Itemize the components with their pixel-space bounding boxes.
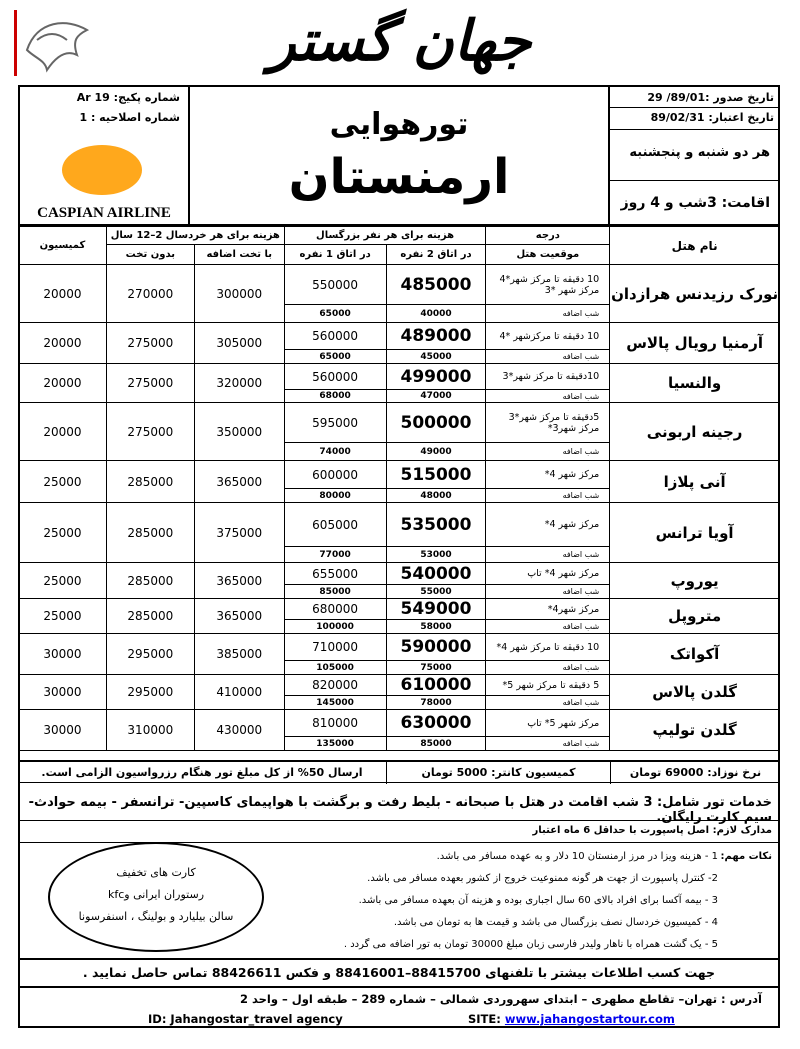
package-panel — [18, 85, 190, 226]
extra-single-cell: 77000 — [284, 547, 386, 563]
location-cell: مرکز شهر 4* — [486, 461, 610, 489]
double-cell: 610000 — [386, 675, 486, 696]
double-cell: 590000 — [386, 634, 486, 661]
extra-label: شب اضافه — [486, 661, 610, 675]
departure-days: هر دو شنبه و پنجشنبه — [629, 145, 770, 160]
stay-duration: اقامت: 3شب و 4 روز — [620, 195, 770, 211]
with-bed-cell: 305000 — [194, 323, 284, 364]
table-row — [19, 634, 780, 661]
no-bed-cell: 285000 — [106, 563, 194, 599]
contact-text: جهت کسب اطلاعات بیشتر با تلفنهای 88415700–88416001 و فکس 88426611 تماس حاصل نمایید . — [82, 965, 716, 980]
no-bed-cell: 295000 — [106, 675, 194, 710]
single-cell: 680000 — [284, 599, 386, 620]
hotel-name: گلدن پالاس — [610, 675, 780, 710]
price-table — [18, 226, 780, 751]
no-bed-cell: 310000 — [106, 710, 194, 751]
lion-logo — [14, 10, 92, 76]
no-bed-cell: 285000 — [106, 461, 194, 503]
with-bed-cell: 320000 — [194, 364, 284, 403]
site-link[interactable]: www.jahangostartour.com — [504, 1012, 675, 1026]
infant-rate: نرخ نوزاد: 69000 تومان — [610, 762, 780, 784]
note-4: 4 - کمیسیون خردسال نصف بزرگسال می باشد و قیمت ها به تومان می باشد. — [393, 917, 718, 928]
no-bed-cell: 295000 — [106, 634, 194, 675]
extra-single-cell: 74000 — [284, 443, 386, 461]
location-cell: 10دقیقه تا مرکز شهر*3 — [486, 364, 610, 390]
table-row — [19, 323, 780, 350]
header-grade: درجه — [486, 227, 610, 245]
header-adult: هزینه برای هر نفر بزرگسال — [284, 227, 486, 245]
location-cell: مرکز شهر 4* — [486, 503, 610, 547]
location-cell: مرکز شهر 5* تاپ — [486, 710, 610, 737]
header-hotel: نام هتل — [610, 227, 780, 265]
table-row — [19, 563, 780, 585]
header-single: در اتاق 1 نفره — [284, 245, 386, 265]
caspian-logo-icon — [62, 145, 142, 195]
note-3: 3 - بیمه آکسا برای افراد بالای 60 سال اجباری بوده و هزینه آن بعهده مسافر می باشد. — [358, 895, 718, 906]
table-row — [19, 503, 780, 547]
header-double: در اتاق 2 نفره — [386, 245, 486, 265]
extra-double-cell: 47000 — [386, 390, 486, 403]
extra-label: شب اضافه — [486, 547, 610, 563]
extra-double-cell: 58000 — [386, 620, 486, 634]
with-bed-cell: 365000 — [194, 599, 284, 634]
extra-label: شب اضافه — [486, 305, 610, 323]
table-row — [19, 675, 780, 696]
extra-label: شب اضافه — [486, 620, 610, 634]
extra-single-cell: 145000 — [284, 696, 386, 710]
commission-cell: 30000 — [19, 634, 107, 675]
double-cell: 535000 — [386, 503, 486, 547]
double-cell: 489000 — [386, 323, 486, 350]
header-no-bed: بدون تخت — [106, 245, 194, 265]
double-cell: 549000 — [386, 599, 486, 620]
double-cell: 500000 — [386, 403, 486, 443]
valid-date: تاریخ اعتبار: 89/02/31 — [650, 111, 774, 124]
double-cell: 499000 — [386, 364, 486, 390]
double-cell: 485000 — [386, 265, 486, 305]
date-panel — [608, 85, 780, 226]
with-bed-cell: 375000 — [194, 503, 284, 563]
commission-cell: 20000 — [19, 265, 107, 323]
location-cell: 5دقیقه تا مرکز شهر*3 مرکز شهر3* — [486, 403, 610, 443]
commission-cell: 20000 — [19, 364, 107, 403]
extra-double-cell: 75000 — [386, 661, 486, 675]
extra-double-cell: 85000 — [386, 737, 486, 751]
note-1: 1 - هزینه ویزا در مرز ارمنستان 10 دلار و به عهده مسافر می باشد. — [436, 851, 718, 862]
airline-name: CASPIAN AIRLINE — [37, 205, 171, 221]
location-cell: 10 دقیقه تا مرکزشهر *4 — [486, 323, 610, 350]
discount-cards — [48, 842, 264, 952]
double-cell: 630000 — [386, 710, 486, 737]
with-bed-cell: 300000 — [194, 265, 284, 323]
header-commission: کمیسیون — [19, 227, 107, 265]
commission-cell: 30000 — [19, 710, 107, 751]
tour-type: تورهوایی — [329, 107, 469, 142]
table-row — [19, 461, 780, 489]
extra-label: شب اضافه — [486, 737, 610, 751]
contact-row — [18, 958, 780, 986]
extra-label: شب اضافه — [486, 696, 610, 710]
hotel-name: آنی پلازا — [610, 461, 780, 503]
with-bed-cell: 410000 — [194, 675, 284, 710]
header-location: موقعیت هتل — [486, 245, 610, 265]
no-bed-cell: 275000 — [106, 323, 194, 364]
extra-single-cell: 68000 — [284, 390, 386, 403]
extra-label: شب اضافه — [486, 585, 610, 599]
extra-label: شب اضافه — [486, 443, 610, 461]
commission-cell: 25000 — [19, 563, 107, 599]
table-row — [19, 265, 780, 305]
services-row — [18, 782, 780, 825]
extra-label: شب اضافه — [486, 390, 610, 403]
extra-single-cell: 80000 — [284, 489, 386, 503]
single-cell: 560000 — [284, 323, 386, 350]
single-cell: 560000 — [284, 364, 386, 390]
double-cell: 515000 — [386, 461, 486, 489]
hotel-name: والنسیا — [610, 364, 780, 403]
notes-title: نکات مهم: — [720, 851, 772, 862]
location-cell: مرکز شهر4* — [486, 599, 610, 620]
single-cell: 810000 — [284, 710, 386, 737]
extra-double-cell: 78000 — [386, 696, 486, 710]
with-bed-cell: 385000 — [194, 634, 284, 675]
extra-label: شب اضافه — [486, 350, 610, 364]
no-bed-cell: 285000 — [106, 599, 194, 634]
no-bed-cell: 275000 — [106, 364, 194, 403]
commission-cell: 30000 — [19, 675, 107, 710]
discount-item: رستوران ایرانی وkfc — [107, 888, 205, 901]
with-bed-cell: 350000 — [194, 403, 284, 461]
hotel-name: یوروپ — [610, 563, 780, 599]
deposit-note: ارسال 50% از کل مبلغ تور هنگام رزرواسیون الزامی است. — [41, 766, 363, 779]
single-cell: 710000 — [284, 634, 386, 661]
table-row — [19, 599, 780, 620]
commission-cell: 25000 — [19, 599, 107, 634]
header-child: هزینه برای هر خردسال 2–12 سال — [106, 227, 284, 245]
address-row — [18, 986, 780, 1028]
commission-cell: 25000 — [19, 461, 107, 503]
with-bed-cell: 430000 — [194, 710, 284, 751]
table-row — [19, 710, 780, 737]
table-row — [19, 403, 780, 443]
no-bed-cell: 270000 — [106, 265, 194, 323]
discount-title: کارت های تخفیف — [116, 866, 196, 879]
services-text: خدمات تور شامل: 3 شب اقامت در هتل با صبحانه - بلیط رفت و برگشت با هواپیمای کاسپین- ترانسفر - بیمه حوادث- سیم کارت رایگان. — [28, 795, 772, 825]
package-number: شماره پکیج: Ar 19 — [76, 91, 180, 104]
note-2: 2- کنترل پاسپورت از جهت هر گونه ممنوعیت خروج از کشور بعهده مسافر می باشد. — [367, 873, 718, 884]
issue-date: تاریخ صدور :89/01/ 29 — [647, 91, 774, 104]
discount-item: سالن بیلیارد و بولینگ ، اسنفرسونا — [78, 910, 234, 923]
extra-double-cell: 48000 — [386, 489, 486, 503]
hotel-name: رجینه اربونی — [610, 403, 780, 461]
extra-single-cell: 105000 — [284, 661, 386, 675]
agency-id: ID: Jahangostar_travel agency — [148, 1012, 343, 1026]
hotel-name: متروپل — [610, 599, 780, 634]
note-5: 5 - یک گشت همراه با ناهار ولیدر فارسی زبان مبلغ 30000 تومان به تور اضافه می گردد . — [343, 939, 718, 950]
info-box — [18, 85, 780, 226]
header-with-bed: با تخت اضافه — [194, 245, 284, 265]
footer-row-1 — [18, 760, 780, 782]
hotel-name: آویا ترانس — [610, 503, 780, 563]
single-cell: 820000 — [284, 675, 386, 696]
extra-double-cell: 45000 — [386, 350, 486, 364]
location-cell: 10 دقیقه تا مرکز شهر*4 مرکز شهر *3 — [486, 265, 610, 305]
extra-label: شب اضافه — [486, 489, 610, 503]
docs-text: مدارک لازم: اصل پاسپورت با حداقل 6 ماه اعتبار — [532, 825, 772, 836]
extra-single-cell: 100000 — [284, 620, 386, 634]
location-cell: 10 دقیقه تا مرکز شهر 4* — [486, 634, 610, 661]
extra-double-cell: 40000 — [386, 305, 486, 323]
extra-single-cell: 65000 — [284, 350, 386, 364]
extra-single-cell: 65000 — [284, 305, 386, 323]
hotel-name: آکواتک — [610, 634, 780, 675]
no-bed-cell: 275000 — [106, 403, 194, 461]
hotel-name: آرمنیا رویال پالاس — [610, 323, 780, 364]
destination-title: ارمنستان — [288, 149, 510, 205]
single-cell: 600000 — [284, 461, 386, 489]
hotel-name: نورک رزیدنس هرازدان — [610, 265, 780, 323]
extra-single-cell: 85000 — [284, 585, 386, 599]
with-bed-cell: 365000 — [194, 461, 284, 503]
single-cell: 595000 — [284, 403, 386, 443]
address: آدرس : تهران– تقاطع مطهری – ابتدای سهروردی شمالی – شماره 289 – طبقه اول – واحد 2 — [239, 992, 762, 1006]
location-cell: مرکز شهر 4* تاپ — [486, 563, 610, 585]
no-bed-cell: 285000 — [106, 503, 194, 563]
extra-single-cell: 135000 — [284, 737, 386, 751]
extra-double-cell: 55000 — [386, 585, 486, 599]
extra-double-cell: 49000 — [386, 443, 486, 461]
single-cell: 550000 — [284, 265, 386, 305]
hotel-name: گلدن تولیپ — [610, 710, 780, 751]
single-cell: 605000 — [284, 503, 386, 547]
with-bed-cell: 365000 — [194, 563, 284, 599]
commission-cell: 25000 — [19, 503, 107, 563]
extra-double-cell: 53000 — [386, 547, 486, 563]
commission-cell: 20000 — [19, 323, 107, 364]
site-label: SITE: — [468, 1012, 501, 1026]
docs-row — [18, 820, 780, 842]
commission-cell: 20000 — [19, 403, 107, 461]
double-cell: 540000 — [386, 563, 486, 585]
amendment: شماره اصلاحیه : 1 — [79, 111, 180, 124]
table-row — [19, 364, 780, 390]
location-cell: 5 دقیقه تا مرکز شهر 5* — [486, 675, 610, 696]
brand-title: جهان گستر — [268, 9, 532, 74]
single-cell: 655000 — [284, 563, 386, 585]
site — [468, 1012, 675, 1026]
counter-commission: کمیسیون کانتر: 5000 تومان — [386, 762, 610, 784]
